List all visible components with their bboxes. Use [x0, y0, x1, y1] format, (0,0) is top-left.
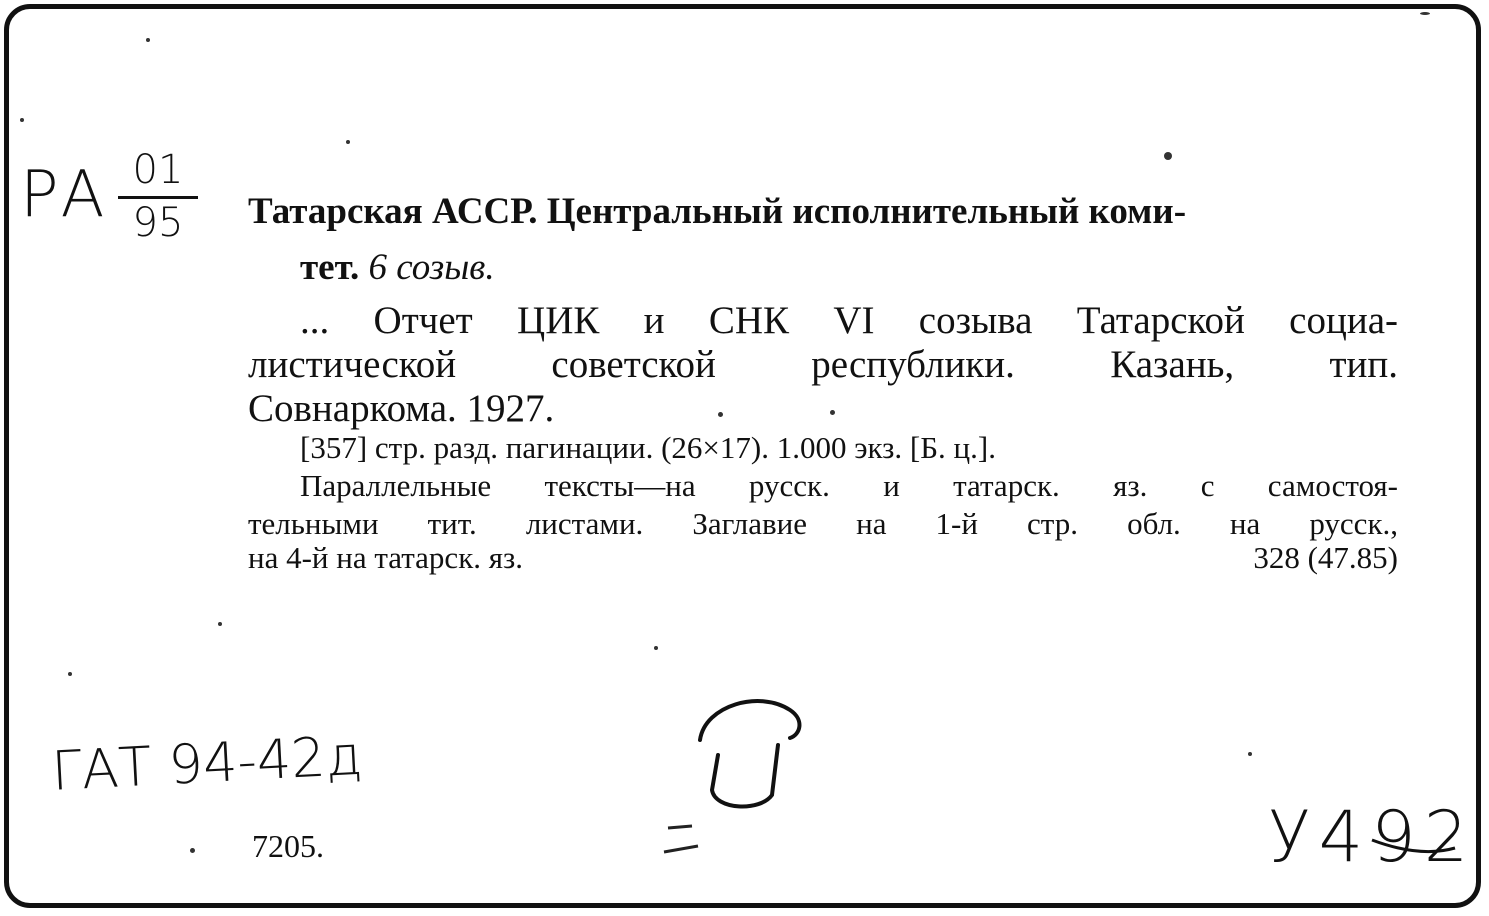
card-number: 7205. — [252, 828, 324, 864]
speck — [218, 622, 222, 626]
note-line-3: тельными тит. листами. Заглавие на 1-й стр. обл. на русск., — [248, 506, 1398, 541]
handwritten-inventory-mark: У492 — [1268, 796, 1477, 878]
speck — [1164, 152, 1172, 160]
speck — [146, 38, 150, 42]
title-line-2: листической советской республики. Казань, тип. — [248, 343, 1398, 386]
note-line-1: [357] стр. разд. пагинации. (26×17). 1.000 экз. [Б. ц.]. — [300, 430, 996, 465]
shelf-mark-denominator: 95 — [132, 200, 184, 246]
speck — [830, 410, 835, 415]
shelf-mark-prefix: РА — [20, 158, 107, 232]
stamp-outline — [700, 701, 799, 806]
speck — [654, 646, 658, 650]
catalog-number: 328 (47.85) — [1253, 540, 1398, 575]
heading-continuation: тет. — [300, 247, 360, 288]
convocation: 6 созыв. — [368, 247, 495, 288]
speck — [1420, 12, 1430, 15]
speck — [346, 140, 350, 144]
note-line-2: Параллельные тексты—на русск. и татарск. яз. с самостоя- — [300, 468, 1398, 503]
shelf-mark-numerator: 01 — [132, 147, 184, 193]
heading-text: Татарская АССР. Центральный исполнительный коми- — [248, 191, 1187, 232]
speck — [1248, 752, 1252, 756]
speck — [68, 672, 72, 676]
title-line-3: Совнаркома. 1927. — [248, 387, 555, 430]
archive-code: ГАТ 94-42д — [50, 723, 364, 803]
speck — [718, 412, 723, 417]
language-note: на 4-й на татарск. яз. — [248, 540, 524, 575]
dash-mark — [664, 826, 698, 852]
title-line-1: ... Отчет ЦИК и СНК VI созыва Татарской социа- — [300, 299, 1398, 342]
speck — [190, 848, 195, 853]
speck — [20, 118, 24, 122]
underline-stroke — [1372, 840, 1455, 852]
